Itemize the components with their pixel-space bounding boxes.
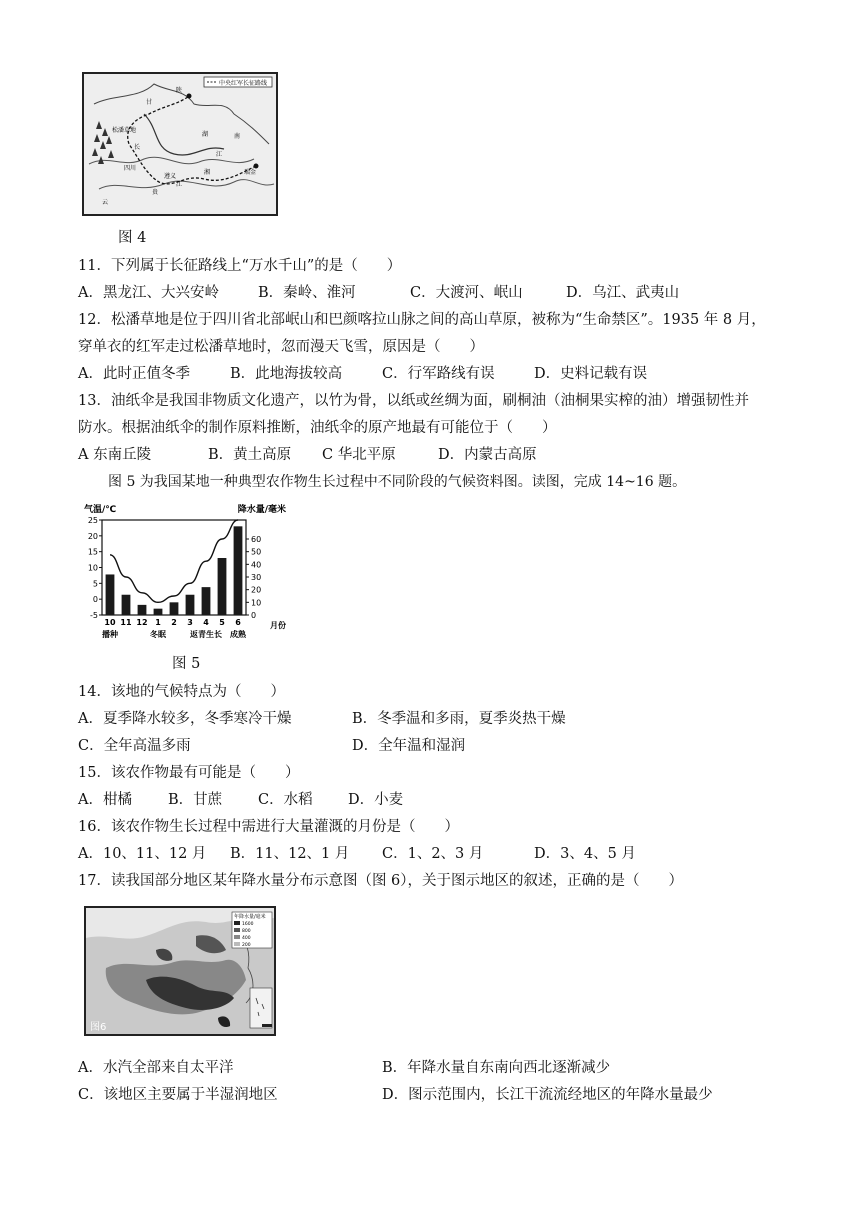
right-axis-label: 降水量/毫米 (237, 505, 286, 515)
left-tick-label: 20 (87, 531, 98, 541)
q16-option-b[interactable]: B．11、12、1 月 (230, 846, 350, 862)
map6-legend-item: 1600 (242, 922, 254, 927)
map-label: 湖 (202, 131, 209, 138)
stage-label: 播种 (102, 630, 118, 639)
x-tick-label: 6 (235, 618, 241, 627)
q17-option-d[interactable]: D．图示范围内，长江干流流经地区的年降水量最少 (382, 1087, 713, 1103)
x-tick-label: 5 (219, 618, 225, 627)
stage-label: 返青生长 (190, 630, 222, 639)
precip-bar (138, 605, 147, 615)
map-label: 长 (134, 144, 141, 151)
map-label: 松潘草地 (112, 127, 137, 134)
precipitation-map-image (86, 908, 274, 1034)
figure-4-caption: 图 4 (118, 230, 147, 246)
q13-option-d[interactable]: D．内蒙古高原 (438, 447, 537, 463)
x-tick-label: 4 (203, 618, 209, 627)
right-tick-label: 50 (251, 547, 262, 557)
left-tick-label: 0 (92, 595, 98, 605)
stage-label: 成熟 (230, 630, 246, 639)
map-legend-text: 中央红军长征路线 (219, 80, 268, 87)
question-14-stem: 14．该地的气候特点为（ ） (78, 684, 285, 700)
q11-option-a[interactable]: A．黑龙江、大兴安岭 (78, 285, 219, 301)
map-label: 湘 (204, 169, 211, 176)
figure-5-chart (82, 500, 288, 648)
q16-option-c[interactable]: C．1、2、3 月 (382, 846, 484, 862)
figure-4-map (82, 72, 278, 216)
map-label: 江 (176, 181, 183, 188)
left-axis-label: 气温/℃ (84, 505, 117, 515)
q17-option-a[interactable]: A．水汽全部来自太平洋 (78, 1060, 234, 1076)
q12-option-c[interactable]: C．行军路线有误 (382, 366, 495, 382)
q17-option-b[interactable]: B．年降水量自东南向西北逐渐减少 (382, 1060, 611, 1076)
map6-legend-item: 200 (242, 943, 251, 948)
q12-option-d[interactable]: D．史料记载有误 (534, 366, 648, 382)
map-label: 贵 (152, 189, 159, 196)
q13-option-a[interactable]: A 东南丘陵 (78, 447, 152, 463)
q16-option-a[interactable]: A．10、11、12 月 (78, 846, 207, 862)
q16-option-d[interactable]: D．3、4、5 月 (534, 846, 636, 862)
precip-bar (218, 558, 227, 615)
x-tick-label: 10 (104, 618, 116, 627)
question-17-stem: 17．读我国部分地区某年降水量分布示意图（图 6），关于图示地区的叙述，正确的是（ ） (78, 873, 684, 889)
x-tick-label: 2 (171, 618, 177, 627)
map6-legend-item: 800 (242, 929, 251, 934)
left-tick-label: 10 (87, 563, 98, 573)
x-axis-unit: 月份 (270, 621, 286, 630)
stage-label: 冬眠 (150, 630, 166, 639)
q15-option-a[interactable]: A．柑橘 (78, 792, 132, 808)
long-march-map-image (84, 74, 276, 214)
map-label: 云 (102, 199, 109, 206)
left-tick-label: 15 (87, 547, 98, 557)
precip-bar (106, 574, 115, 615)
right-tick-label: 60 (251, 535, 262, 544)
x-tick-label: 11 (120, 618, 132, 627)
x-tick-label: 1 (155, 618, 161, 627)
map-label: 甘 (146, 99, 153, 106)
map-label: 江 (216, 151, 223, 158)
q14-option-a[interactable]: A．夏季降水较多，冬季寒冷干燥 (78, 711, 292, 727)
figure-5-intro: 图 5 为我国某地一种典型农作物生长过程中不同阶段的气候资料图。读图，完成 14~16 题。 (108, 474, 687, 490)
q12-option-a[interactable]: A．此时正值冬季 (78, 366, 190, 382)
precip-bar (154, 609, 163, 615)
right-tick-label: 40 (251, 560, 262, 570)
figure-6-caption: 图6 (90, 1022, 107, 1033)
q14-option-b[interactable]: B．冬季温和多雨，夏季炎热干燥 (352, 711, 566, 727)
question-12-stem-line1: 12．松潘草地是位于四川省北部岷山和巴颜喀拉山脉之间的高山草原，被称为“生命禁区”。1935 年 8 月， (78, 312, 766, 328)
map-label: 遵义 (164, 173, 177, 180)
precip-bar (202, 587, 211, 615)
precip-bar (170, 602, 179, 615)
figure-5-caption: 图 5 (172, 656, 201, 672)
map6-legend-title: 年降水量/毫米 (234, 914, 266, 920)
q15-option-d[interactable]: D．小麦 (348, 792, 404, 808)
right-tick-label: 20 (251, 585, 262, 595)
q14-option-d[interactable]: D．全年温和湿润 (352, 738, 466, 754)
map-label: 陕 (176, 87, 183, 94)
question-11-stem: 11．下列属于长征路线上“万水千山”的是（ ） (78, 258, 402, 274)
q11-option-c[interactable]: C．大渡河、岷山 (410, 285, 523, 301)
q12-option-b[interactable]: B．此地海拔较高 (230, 366, 343, 382)
x-tick-label: 12 (136, 618, 148, 627)
right-tick-label: 30 (251, 573, 262, 582)
q17-option-c[interactable]: C．该地区主要属于半湿润地区 (78, 1087, 278, 1103)
right-tick-label: 0 (251, 611, 257, 620)
left-tick-label: -5 (90, 611, 98, 620)
left-tick-label: 25 (87, 516, 98, 525)
q13-option-c[interactable]: C 华北平原 (322, 447, 396, 463)
precip-bar (234, 526, 243, 615)
climate-chart-svg (82, 500, 288, 648)
q15-option-b[interactable]: B．甘蔗 (168, 792, 223, 808)
q11-option-d[interactable]: D．乌江、武夷山 (566, 285, 680, 301)
x-tick-label: 3 (187, 618, 193, 627)
precip-bar (186, 595, 195, 615)
map-label: 南 (234, 133, 241, 140)
map-label: 瑞金 (244, 169, 257, 176)
question-13-stem-line2: 防水。根据油纸伞的制作原料推断，油纸伞的原产地最有可能位于（ ） (78, 420, 557, 436)
q14-option-c[interactable]: C．全年高温多雨 (78, 738, 191, 754)
q15-option-c[interactable]: C．水稻 (258, 792, 313, 808)
question-12-stem-line2: 穿单衣的红军走过松潘草地时，忽而漫天飞雪，原因是（ ） (78, 339, 484, 355)
map-label: 四川 (124, 165, 137, 172)
q11-option-b[interactable]: B．秦岭、淮河 (258, 285, 356, 301)
question-16-stem: 16．该农作物生长过程中需进行大量灌溉的月份是（ ） (78, 819, 459, 835)
question-13-stem-line1: 13．油纸伞是我国非物质文化遗产，以竹为骨，以纸或丝绸为面，刷桐油（油桐果实榨的油）增强韧性并 (78, 393, 749, 409)
figure-6-map (84, 906, 276, 1036)
left-tick-label: 5 (92, 579, 98, 589)
map6-legend-item: 400 (242, 936, 251, 941)
precip-bar (122, 595, 131, 615)
right-tick-label: 10 (251, 598, 262, 608)
q13-option-b[interactable]: B．黄土高原 (208, 447, 292, 463)
question-15-stem: 15．该农作物最有可能是（ ） (78, 765, 300, 781)
